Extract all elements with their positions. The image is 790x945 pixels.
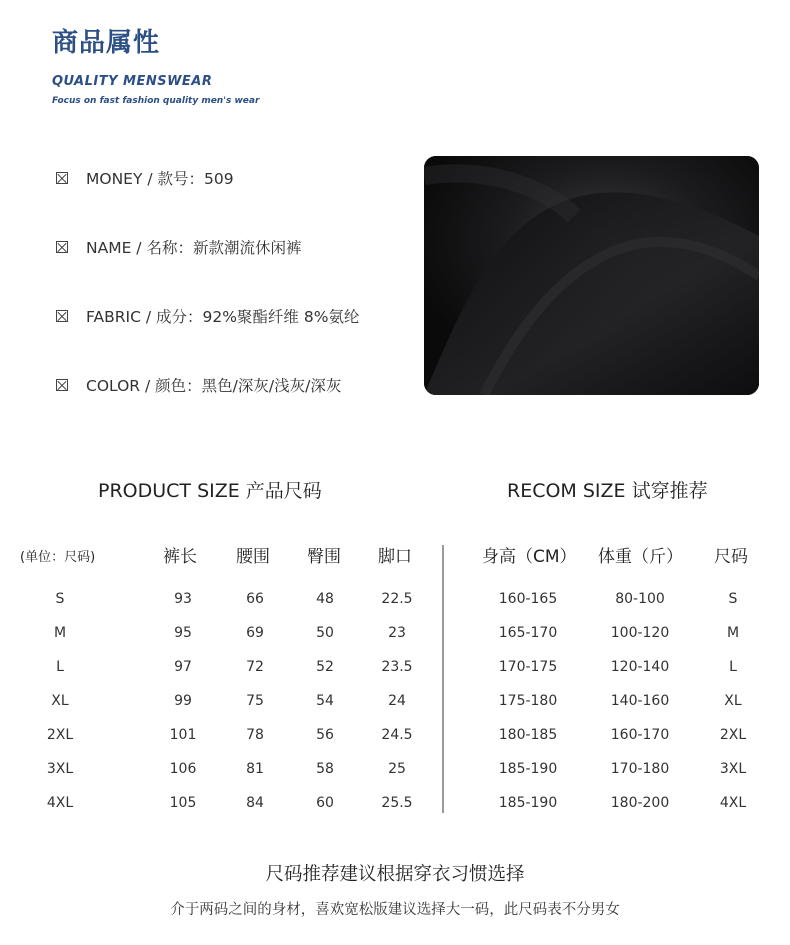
value-cell: 52 bbox=[316, 659, 334, 675]
size-cell: S bbox=[55, 591, 65, 607]
product-size-title: PRODUCT SIZE 产品尺码 bbox=[98, 480, 322, 502]
header-hem: 脚口 bbox=[378, 547, 412, 567]
page-title: 商品属性 bbox=[52, 28, 161, 58]
height-cell: 180-185 bbox=[498, 727, 558, 743]
value-cell: 81 bbox=[246, 761, 264, 777]
value-cell: 54 bbox=[316, 693, 334, 709]
value-cell: 23 bbox=[388, 625, 406, 641]
value-cell: 48 bbox=[316, 591, 334, 607]
value-cell: 56 bbox=[316, 727, 334, 743]
recom-size-title: RECOM SIZE 试穿推荐 bbox=[507, 480, 708, 502]
value-cell: 25 bbox=[388, 761, 406, 777]
checkbox-x-icon bbox=[56, 310, 68, 322]
size-cell: M bbox=[726, 625, 740, 641]
header-weight: 体重（斤） bbox=[598, 547, 683, 567]
weight-cell: 160-170 bbox=[610, 727, 670, 743]
size-cell: 3XL bbox=[719, 761, 747, 777]
attribute-money bbox=[56, 167, 234, 189]
value-cell: 106 bbox=[169, 761, 197, 777]
weight-cell: 100-120 bbox=[610, 625, 670, 641]
value-cell: 97 bbox=[174, 659, 192, 675]
footer-recommendation: 尺码推荐建议根据穿衣习惯选择 bbox=[265, 864, 525, 885]
size-cell: 3XL bbox=[46, 761, 74, 777]
attribute-text: COLOR / 颜色：黑色/深灰/浅灰/深灰 bbox=[86, 377, 342, 395]
value-cell: 72 bbox=[246, 659, 264, 675]
value-cell: 50 bbox=[316, 625, 334, 641]
checkbox-x-icon bbox=[56, 379, 68, 391]
table-divider bbox=[442, 545, 444, 813]
height-cell: 165-170 bbox=[498, 625, 558, 641]
value-cell: 84 bbox=[246, 795, 264, 811]
attribute-color bbox=[56, 374, 341, 396]
height-cell: 185-190 bbox=[498, 761, 558, 777]
weight-cell: 170-180 bbox=[610, 761, 670, 777]
attribute-text: NAME / 名称：新款潮流休闲裤 bbox=[86, 239, 302, 257]
size-cell: L bbox=[729, 659, 737, 675]
unit-label: (单位：尺码) bbox=[20, 550, 96, 565]
value-cell: 69 bbox=[246, 625, 264, 641]
size-cell: L bbox=[56, 659, 64, 675]
value-cell: 99 bbox=[174, 693, 192, 709]
header-waist: 腰围 bbox=[236, 547, 270, 567]
weight-cell: 120-140 bbox=[610, 659, 670, 675]
attribute-text: MONEY / 款号：509 bbox=[86, 170, 234, 188]
header-length: 裤长 bbox=[163, 547, 197, 567]
value-cell: 66 bbox=[246, 591, 264, 607]
value-cell: 78 bbox=[246, 727, 264, 743]
value-cell: 60 bbox=[316, 795, 334, 811]
brand-subtitle: QUALITY MENSWEAR bbox=[52, 74, 213, 89]
size-cell: 4XL bbox=[46, 795, 74, 811]
value-cell: 101 bbox=[169, 727, 197, 743]
checkbox-x-icon bbox=[56, 241, 68, 253]
header-size: 尺码 bbox=[714, 547, 748, 567]
weight-cell: 80-100 bbox=[615, 591, 665, 607]
height-cell: 160-165 bbox=[498, 591, 558, 607]
header-hip: 臀围 bbox=[307, 547, 341, 567]
value-cell: 25.5 bbox=[381, 795, 413, 811]
size-cell: XL bbox=[724, 693, 742, 709]
size-cell: 4XL bbox=[719, 795, 747, 811]
value-cell: 23.5 bbox=[381, 659, 413, 675]
value-cell: 93 bbox=[174, 591, 192, 607]
value-cell: 95 bbox=[174, 625, 192, 641]
attribute-name bbox=[56, 236, 301, 258]
size-cell: XL bbox=[51, 693, 69, 709]
value-cell: 75 bbox=[246, 693, 264, 709]
footer-note: 介于两码之间的身材，喜欢宽松版建议选择大一码，此尺码表不分男女 bbox=[170, 902, 620, 918]
value-cell: 105 bbox=[169, 795, 197, 811]
value-cell: 58 bbox=[316, 761, 334, 777]
checkbox-x-icon bbox=[56, 172, 68, 184]
height-cell: 170-175 bbox=[498, 659, 558, 675]
height-cell: 185-190 bbox=[498, 795, 558, 811]
weight-cell: 180-200 bbox=[610, 795, 670, 811]
fabric-image bbox=[424, 156, 759, 395]
size-cell: M bbox=[53, 625, 67, 641]
weight-cell: 140-160 bbox=[610, 693, 670, 709]
value-cell: 22.5 bbox=[381, 591, 413, 607]
value-cell: 24.5 bbox=[381, 727, 413, 743]
size-cell: S bbox=[728, 591, 738, 607]
attribute-fabric bbox=[56, 305, 359, 327]
brand-tagline: Focus on fast fashion quality men's wear bbox=[52, 96, 260, 106]
size-cell: 2XL bbox=[46, 727, 74, 743]
attribute-text: FABRIC / 成分：92%聚酯纤维 8%氨纶 bbox=[86, 308, 360, 326]
size-cell: 2XL bbox=[719, 727, 747, 743]
value-cell: 24 bbox=[388, 693, 406, 709]
header-height: 身高（CM） bbox=[482, 547, 577, 567]
height-cell: 175-180 bbox=[498, 693, 558, 709]
